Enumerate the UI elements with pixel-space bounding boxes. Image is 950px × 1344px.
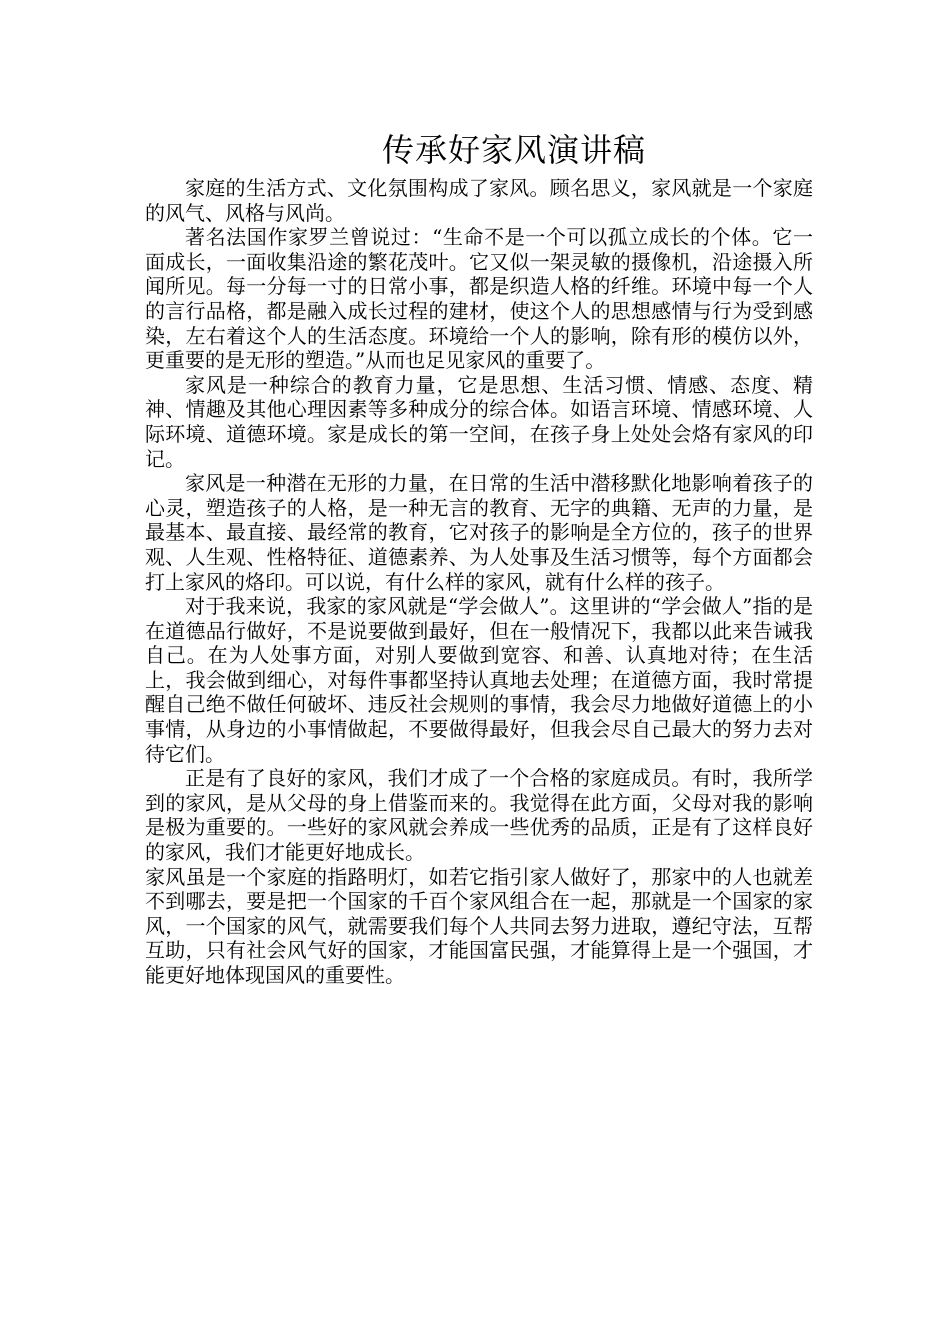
paragraph-3: 家风是一种综合的教育力量，它是思想、生活习惯、情感、态度、精神、情趣及其他心理因素等多种成分的综合体。如语言环境、情感环境、人际环境、道德环境。家是成长的第一空间，在孩子身上处处会烙有家风的印记。 <box>145 372 813 471</box>
page-title: 传承好家风演讲稿 <box>381 131 646 169</box>
paragraph-4: 家风是一种潜在无形的力量，在日常的生活中潜移默化地影响着孩子的心灵，塑造孩子的人格，是一种无言的教育、无字的典籍、无声的力量，是最基本、最直接、最经常的教育，它对孩子的影响是全方位的，孩子的世界观、人生观、性格特征、道德素养、为人处事及生活习惯等，每个方面都会打上家风的烙印。可以说，有什么样的家风，就有什么样的孩子。 <box>145 471 813 594</box>
paragraph-1: 家庭的生活方式、文化氛围构成了家风。顾名思义，家风就是一个家庭的风气、风格与风尚。 <box>145 176 813 225</box>
paragraph-7: 家风虽是一个家庭的指路明灯，如若它指引家人做好了，那家中的人也就差不到哪去，要是把一个国家的千百个家风组合在一起，那就是一个国家的家风，一个国家的风气，就需要我们每个人共同去努力进取，遵纪守法，互帮互助，只有社会风气好的国家，才能国富民强，才能算得上是一个强国，才能更好地体现国风的重要性。 <box>145 864 813 987</box>
paragraph-6: 正是有了良好的家风，我们才成了一个合格的家庭成员。有时，我所学到的家风，是从父母的身上借鉴而来的。我觉得在此方面，父母对我的影响是极为重要的。一些好的家风就会养成一些优秀的品质，正是有了这样良好的家风，我们才能更好地成长。 <box>145 766 813 865</box>
paragraph-2: 著名法国作家罗兰曾说过：“生命不是一个可以孤立成长的个体。它一面成长，一面收集沿途的繁花茂叶。它又似一架灵敏的摄像机，沿途摄入所闻所见。每一分每一寸的日常小事，都是织造人格的纤维。环境中每一个人的言行品格，都是融入成长过程的建材，使这个人的思想感情与行为受到感染，左右着这个人的生活态度。环境给一个人的影响，除有形的模仿以外，更重要的是无形的塑造。”从而也足见家风的重要了。 <box>145 225 813 373</box>
paragraph-5: 对于我来说，我家的家风就是“学会做人”。这里讲的“学会做人”指的是在道德品行做好，不是说要做到最好，但在一般情况下，我都以此来告诫我自己。在为人处事方面，对别人要做到宽容、和善、认真地对待；在生活上，我会做到细心，对每件事都坚持认真地去处理；在道德方面，我时常提醒自己绝不做任何破坏、违反社会规则的事情，我会尽力地做好道德上的小事情，从身边的小事情做起，不要做得最好，但我会尽自己最大的努力去对待它们。 <box>145 594 813 766</box>
document-body <box>145 128 813 988</box>
